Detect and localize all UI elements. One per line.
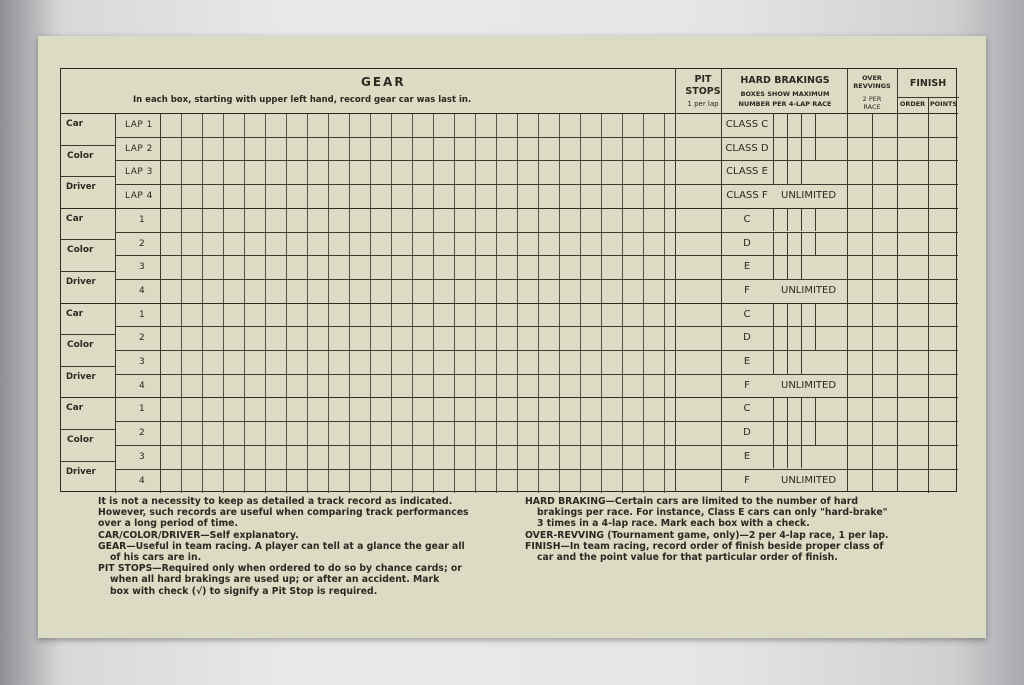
hard-braking-box-line — [801, 232, 802, 256]
pit-title-2: STOPS — [685, 86, 721, 97]
over-revving-line — [872, 113, 873, 208]
side-label: Color — [67, 435, 94, 445]
note-line: of his cars are in. — [110, 552, 202, 564]
column-divider — [847, 69, 848, 491]
hard-braking-box-line — [801, 350, 802, 374]
hard-braking-box-line — [787, 137, 788, 161]
hard-braking-box-line — [787, 421, 788, 445]
class-label: E — [743, 356, 751, 367]
over-revvings-4: RACE — [863, 103, 881, 111]
note-line: PIT STOPS—Required only when ordered to do so by chance cards; or — [98, 563, 462, 575]
row-line — [115, 469, 958, 470]
hard-brakings-sub-2: NUMBER PER 4-LAP RACE — [738, 100, 832, 108]
row-line — [115, 184, 958, 185]
class-label: F — [744, 284, 750, 296]
hard-braking-box-line — [773, 303, 774, 327]
hard-braking-box-line — [815, 421, 816, 445]
block-divider — [61, 303, 958, 304]
hard-braking-box-line — [787, 113, 788, 137]
lap-label: 2 — [139, 333, 146, 344]
hard-braking-box-line — [815, 208, 816, 232]
hard-braking-box-line — [815, 303, 816, 327]
lap-label: 1 — [139, 309, 146, 320]
class-label: D — [743, 332, 751, 344]
hard-braking-box-line — [787, 160, 788, 184]
column-divider — [897, 69, 898, 491]
track-record-table — [60, 68, 957, 492]
unlimited-label: UNLIMITED — [781, 190, 837, 202]
pit-sub: 1 per lap — [687, 100, 719, 108]
lap-label: 2 — [139, 238, 146, 249]
note-line: GEAR—Useful in team racing. A player can tell at a glance the gear all — [98, 540, 465, 552]
hard-braking-box-line — [801, 326, 802, 350]
hard-braking-box-line — [801, 397, 802, 421]
note-line: HARD BRAKING—Certain cars are limited to the number of hard — [525, 496, 858, 507]
unlimited-label: UNLIMITED — [781, 284, 837, 296]
lap-label: 4 — [139, 285, 146, 296]
score-card — [38, 36, 986, 638]
lap-label: 3 — [139, 357, 146, 367]
class-label: CLASS E — [726, 166, 768, 178]
side-label: Color — [67, 340, 94, 351]
notes-left — [98, 496, 538, 597]
hard-braking-box-line — [815, 113, 816, 137]
side-label: Driver — [66, 371, 96, 382]
over-revving-line — [872, 303, 873, 398]
hard-braking-box-line — [787, 255, 788, 279]
hard-braking-box-line — [815, 232, 816, 256]
note-line: over a long period of time. — [98, 518, 239, 530]
class-label: E — [743, 261, 751, 273]
class-label: D — [743, 237, 751, 249]
class-label: C — [743, 308, 751, 320]
hard-braking-box-line — [787, 350, 788, 374]
class-label: F — [744, 474, 750, 486]
unlimited-label: UNLIMITED — [781, 379, 837, 391]
lap-label: 3 — [139, 262, 146, 273]
unlimited-label: UNLIMITED — [781, 474, 837, 486]
lap-label: LAP 1 — [125, 120, 153, 130]
column-divider — [675, 69, 676, 491]
pit-title-1: PIT — [694, 74, 712, 85]
lap-label: 2 — [139, 428, 146, 439]
row-line — [115, 445, 958, 446]
hard-braking-box-line — [773, 137, 774, 161]
label-line — [61, 271, 115, 272]
notes-right — [525, 496, 965, 563]
hard-braking-box-line — [801, 421, 802, 445]
side-label: Driver — [66, 466, 96, 477]
over-revvings-3: 2 PER — [862, 95, 882, 103]
over-revvings-2: REVVINGS — [853, 82, 891, 90]
lap-label: LAP 3 — [125, 167, 153, 178]
note-line: It is not a necessity to keep as detailed a track record as indicated. — [98, 496, 453, 507]
over-revving-line — [872, 208, 873, 303]
label-line — [61, 461, 115, 462]
hard-braking-box-line — [801, 113, 802, 137]
hard-braking-box-line — [773, 350, 774, 374]
points-label: POINTS — [929, 100, 958, 108]
hard-braking-box-line — [787, 208, 788, 232]
label-line — [61, 145, 115, 146]
note-line: when all hard brakings are used up; or after an accident. Mark — [110, 574, 440, 586]
lap-label: 4 — [139, 475, 146, 486]
class-label: CLASS D — [725, 142, 769, 154]
label-line — [61, 176, 115, 177]
over-revving-line — [872, 397, 873, 492]
label-line — [61, 366, 115, 367]
hard-braking-box-line — [801, 137, 802, 161]
label-line — [61, 429, 115, 430]
column-divider — [721, 69, 722, 491]
hard-braking-box-line — [787, 445, 788, 469]
hard-brakings-title: HARD BRAKINGS — [740, 75, 830, 86]
hard-braking-box-line — [787, 232, 788, 256]
side-label: Car — [66, 403, 84, 414]
note-line: However, such records are useful when comparing track performances — [98, 507, 469, 519]
row-line — [115, 137, 958, 138]
label-line — [61, 334, 115, 335]
hard-braking-box-line — [773, 326, 774, 350]
class-label: F — [744, 379, 750, 391]
row-line — [115, 421, 958, 422]
hard-braking-box-line — [801, 303, 802, 327]
hard-braking-box-line — [801, 445, 802, 469]
column-divider — [928, 97, 929, 493]
note-line: car and the point value for that particular order of finish. — [537, 552, 838, 564]
row-line — [115, 255, 958, 256]
note-line: FINISH—In team racing, record order of finish beside proper class of — [525, 540, 884, 552]
row-line — [115, 326, 958, 327]
lap-label: 1 — [139, 214, 146, 225]
side-label: Driver — [66, 277, 96, 287]
hard-braking-box-line — [787, 303, 788, 327]
hard-braking-box-line — [801, 255, 802, 279]
side-label: Car — [66, 308, 84, 319]
hard-braking-box-line — [787, 397, 788, 421]
hard-braking-box-line — [801, 160, 802, 184]
side-label: Car — [66, 119, 84, 129]
header-divider — [897, 97, 959, 98]
class-label: C — [743, 403, 751, 415]
row-line — [115, 374, 958, 375]
side-label: Car — [66, 213, 84, 224]
hard-braking-box-line — [773, 208, 774, 232]
hard-braking-box-line — [815, 397, 816, 421]
row-line — [115, 232, 958, 233]
note-line: CAR/COLOR/DRIVER—Self explanatory. — [98, 529, 299, 541]
side-label: Color — [67, 150, 94, 161]
class-label: CLASS F — [726, 190, 768, 202]
block-divider — [61, 397, 958, 398]
row-line — [115, 160, 958, 161]
hard-braking-box-line — [815, 326, 816, 350]
hard-braking-box-line — [773, 113, 774, 137]
note-line: box with check (√) to signify a Pit Stop is required. — [110, 585, 378, 597]
hard-braking-box-line — [801, 208, 802, 232]
row-line — [115, 350, 958, 351]
gear-instruction: In each box, starting with upper left hand, record gear car was last in. — [133, 95, 472, 105]
side-label: Driver — [66, 182, 96, 193]
order-label: ORDER — [899, 100, 926, 108]
class-label: D — [743, 427, 751, 439]
class-label: C — [743, 213, 751, 225]
lap-label: LAP 4 — [125, 191, 153, 202]
block-divider — [61, 208, 958, 209]
hard-braking-box-line — [773, 232, 774, 256]
class-label: CLASS C — [725, 119, 769, 130]
lap-label: LAP 2 — [125, 143, 153, 154]
label-line — [61, 239, 115, 240]
hard-braking-box-line — [773, 445, 774, 469]
note-line: OVER-REVVING (Tournament game, only)—2 per 4-lap race, 1 per lap. — [525, 529, 889, 541]
class-label: E — [743, 450, 751, 462]
note-line: brakings per race. For instance, Class E cars can only "hard-brake" — [537, 507, 888, 519]
hard-brakings-sub-1: BOXES SHOW MAXIMUM — [740, 90, 830, 98]
gear-title: GEAR — [361, 75, 406, 89]
row-line — [115, 279, 958, 280]
hard-braking-box-line — [773, 255, 774, 279]
over-revvings-1: OVER — [862, 74, 882, 82]
hard-braking-box-line — [773, 160, 774, 184]
header-bottom-line — [61, 113, 958, 114]
lap-label: 3 — [139, 451, 146, 462]
hard-braking-box-line — [815, 137, 816, 161]
lap-label: 1 — [139, 404, 146, 415]
hard-braking-box-line — [773, 421, 774, 445]
lap-label: 4 — [139, 380, 146, 391]
side-label: Color — [67, 245, 94, 256]
finish-title: FINISH — [909, 78, 947, 89]
hard-braking-box-line — [787, 326, 788, 350]
hard-braking-box-line — [773, 397, 774, 421]
note-line: 3 times in a 4-lap race. Mark each box with a check. — [537, 518, 810, 530]
